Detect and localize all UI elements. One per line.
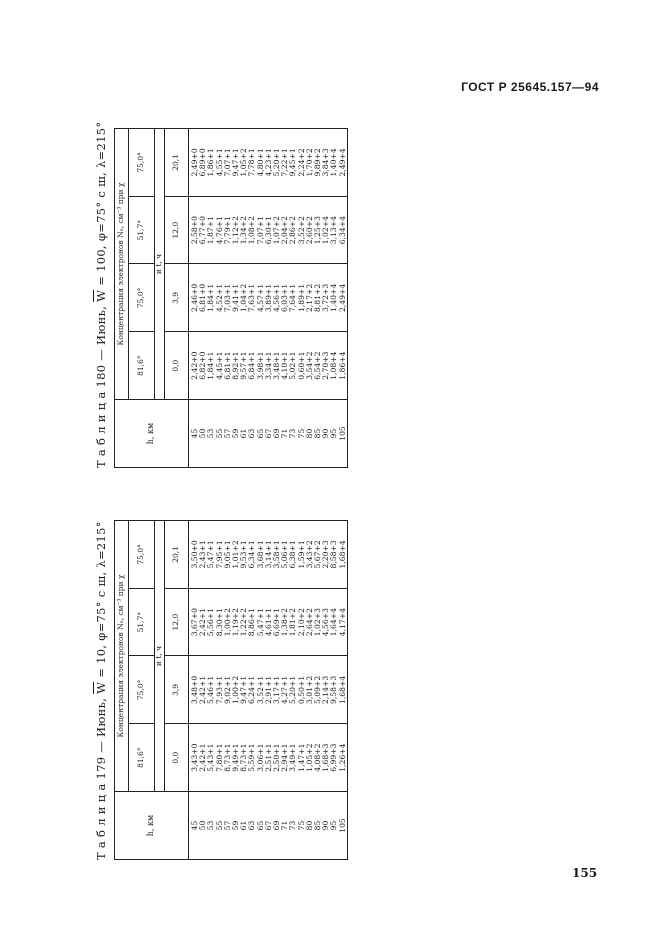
caption-rest: = 100, φ=75° с ш, λ=215°	[94, 121, 108, 290]
chi-4: 75,0°	[129, 521, 155, 589]
values-col-1: 2,42+0 6,82+0 1,84+1 4,45+1 6,81+1 8,92+1 9,57+1 6,84+1 3,98+1 3,34+1 3,48+1 4,10+1 5,02+1 0,60+1 3,54+2 6,54+2 2,70+3 1,08+4 1,86+4	[189, 332, 348, 400]
conc-header: Концентрация электронов Nₑ, см⁻³ при χ	[115, 129, 129, 400]
t-3: 12,0	[165, 588, 189, 656]
t-3: 12,0	[165, 196, 189, 264]
chi-2: 75,0°	[129, 264, 155, 332]
h-values: 45 50 53 55 57 59 61 63 65 67 69 71 73 75 80 85 90 95 105	[189, 792, 348, 860]
t-header: и t, ч	[155, 129, 165, 400]
values-col-4: 2,49+0 6,89+0 1,86+1 4,55+1 7,07+1 9,47+1 1,05+2 7,78+1 4,80+1 4,23+1 5,20+1 7,22+1 9,45+1 2,24+2 1,70+2 9,89+2 3,84+3 1,40+4 2,49+4	[189, 129, 348, 197]
chi-3: 51,7°	[129, 196, 155, 264]
table-180-caption	[92, 121, 110, 468]
values-col-3: 2,58+0 6,77+0 1,87+1 4,76+1 7,79+1 1,12+2 1,34+2 1,08+2 7,07+1 6,30+1 1,07+2 2,04+2 2,86+2 3,52+2 2,60+2 1,25+3 1,02+4 3,13+4 6,34+4	[189, 196, 348, 264]
values-col-2: 3,48+0 2,42+1 5,46+1 7,93+1 9,02+1 1,00+2 9,47+1 6,24+1 3,52+1 2,91+1 3,17+1 4,27+1 5,20+1 0,50+1 3,01+2 5,09+2 2,14+3 9,58+3 1,68+4	[189, 656, 348, 724]
h-values: 45 50 53 55 57 59 61 63 65 67 69 71 73 75 80 85 90 95 105	[189, 400, 348, 468]
h-header: h, км	[115, 792, 189, 860]
caption-w: $\overline{W}$	[94, 681, 108, 694]
chi-4: 75,0°	[129, 129, 155, 197]
chi-1: 81,6°	[129, 724, 155, 792]
t-2: 3,9	[165, 656, 189, 724]
values-col-3: 3,67+0 2,42+1 5,56+1 8,30+1 1,00+2 1,19+2 1,22+2 8,86+1 5,47+1 4,61+1 6,69+1 1,38+2 1,81+2 2,10+2 2,64+2 1,02+3 4,56+3 1,64+4 4,17+4	[189, 588, 348, 656]
t-4: 20,1	[165, 129, 189, 197]
table-180-block	[92, 121, 347, 468]
table-180	[114, 128, 348, 468]
table-179	[114, 520, 348, 860]
caption-w: $\overline{W}$	[94, 289, 108, 302]
chi-1: 81,6°	[129, 332, 155, 400]
values-col-4: 3,50+0 2,43+1 5,47+1 7,95+1 9,05+1 1,01+2 9,53+1 6,34+1 3,68+1 3,14+1 3,58+1 5,06+1 6,38+1 1,59+1 3,43+2 5,67+2 2,20+3 8,58+3 1,68+4	[189, 521, 348, 589]
caption-prefix: Т а б л и ц а 180 — Июнь,	[94, 301, 108, 468]
document-code: ГОСТ Р 25645.157—94	[461, 80, 599, 94]
chi-2: 75,0°	[129, 656, 155, 724]
t-1: 0,0	[165, 332, 189, 400]
page-number: 155	[572, 866, 598, 880]
caption-rest: = 10, φ=75° с ш, λ=215°	[94, 521, 108, 682]
h-header: h, км	[115, 400, 189, 468]
t-4: 20,1	[165, 521, 189, 589]
caption-prefix: Т а б л и ц а 179 — Июнь,	[94, 693, 108, 860]
t-header: и t, ч	[155, 521, 165, 792]
t-2: 3,9	[165, 264, 189, 332]
table-179-caption	[92, 520, 110, 860]
conc-header: Концентрация электронов Nₑ, см⁻³ при χ	[115, 521, 129, 792]
values-col-1: 3,43+0 2,42+1 5,43+1 7,80+1 8,73+1 9,49+1 8,73+1 5,59+1 3,06+1 2,51+1 2,50+1 2,94+1 3,49+1 1,47+1 1,05+2 4,08+2 1,68+3 6,99+3 1,26+4	[189, 724, 348, 792]
chi-3: 51,7°	[129, 588, 155, 656]
t-1: 0,0	[165, 724, 189, 792]
values-col-2: 2,46+0 6,81+0 1,84+1 4,52+1 7,03+1 9,41+1 1,04+2 7,63+1 4,57+1 3,89+1 4,56+1 6,03+1 7,64+1 1,89+1 2,17+2 8,81+2 3,72+3 1,40+4 2,49+4	[189, 264, 348, 332]
table-179-block	[92, 520, 347, 860]
